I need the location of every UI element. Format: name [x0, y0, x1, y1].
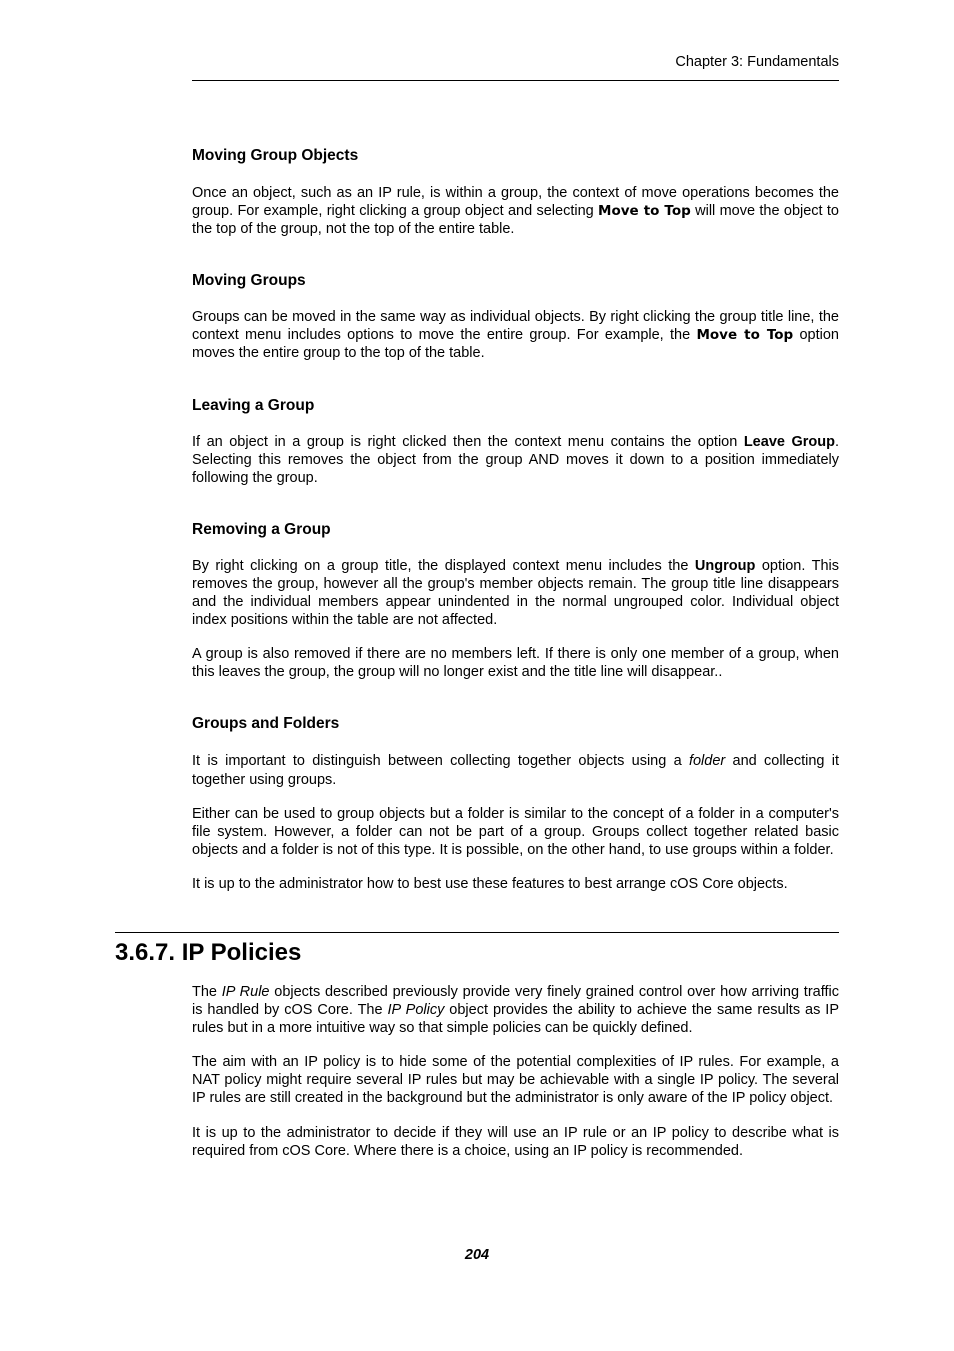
section-divider	[115, 932, 839, 933]
paragraph: It is up to the administrator how to best use these features to best arrange cOS Core objects.	[192, 875, 788, 892]
chapter-title: Chapter 3: Fundamentals	[675, 54, 839, 70]
paragraph: A group is also removed if there are no members left. If there is only one member of a group, when this leaves the group, the group will no longer exist and the title line will disappear..	[192, 646, 839, 681]
page-footer	[0, 1247, 954, 1263]
page-header	[192, 54, 839, 81]
text: option moves the entire group to the top of the table.	[192, 327, 839, 362]
heading-moving-group-objects: Moving Group Objects	[192, 147, 359, 164]
text: . Selecting this removes the object from the group AND moves it down to a position immediately following the group.	[192, 433, 839, 486]
paragraph	[192, 433, 839, 487]
ip-policies-content	[192, 983, 839, 1160]
text: Once an object, such as an IP rule, is within a group, the context of move operations becomes the group. For example, right clicking a group object and selecting	[192, 185, 839, 220]
paragraph: Either can be used to group objects but a folder is similar to the concept of a folder in a computer's file system. However, a folder can not be part of a group. Groups collect together related basic objects and a folder is not of this type. It is possible, on the other hand, to use groups within a folder.	[192, 805, 839, 858]
paragraph	[192, 184, 839, 238]
paragraph	[192, 557, 839, 629]
emphasis: folder	[688, 753, 726, 770]
text: option. This removes the group, however all the group's member objects remain. The group title line disappears and the individual members appear unindented in the normal ungrouped color. Individual object index positions within the table are not affected.	[192, 557, 839, 629]
page-number: 204	[464, 1247, 490, 1263]
text: Groups can be moved in the same way as individual objects. By right clicking the group title line, the context menu includes options to move the entire group. For example, the	[192, 309, 839, 344]
paragraph	[192, 308, 839, 362]
heading-groups-folders: Groups and Folders	[192, 715, 340, 733]
paragraph	[192, 752, 839, 788]
text: It is important to distinguish between collecting together objects using a	[192, 753, 689, 770]
heading-moving-groups: Moving Groups	[192, 272, 306, 290]
section-title-ip-policies: 3.6.7. IP Policies	[115, 939, 302, 966]
menu-option-name: Leave Group	[743, 433, 835, 450]
main-content	[192, 146, 839, 893]
text: If an object in a group is right clicked then the context menu contains the option	[192, 433, 744, 450]
paragraph: It is up to the administrator to decide if they will use an IP rule or an IP policy to describe what is required from cOS Core. Where there is a choice, using an IP policy is recommended.	[192, 1124, 839, 1159]
menu-option-name: Move to Top	[696, 327, 794, 344]
paragraph	[192, 983, 839, 1037]
heading-leaving-group: Leaving a Group	[192, 396, 315, 414]
emphasis: IP Rule	[221, 984, 270, 1000]
text: objects described previously provide very finely grained control over how arriving traffic is handled by cOS Core. The	[192, 984, 839, 1019]
text: By right clicking on a group title, the displayed context menu includes the	[192, 557, 695, 574]
text: and collecting it together using groups.	[192, 753, 840, 788]
text: object provides the ability to achieve the same results as IP rules but in a more intuitive way so that simple policies can be quickly defined.	[192, 1002, 840, 1037]
emphasis: IP Policy	[387, 1002, 445, 1019]
paragraph: The aim with an IP policy is to hide some of the potential complexities of IP rules. For example, a NAT policy might require several IP rules but may be achievable with a single IP policy. The several IP rules are still created in the background but the administrator is only aware of the IP policy object.	[192, 1054, 839, 1107]
text: will move the object to the top of the group, not the top of the entire table.	[192, 203, 839, 238]
menu-option-name: Ungroup	[694, 557, 756, 574]
heading-removing-group: Removing a Group	[192, 520, 331, 538]
menu-option-name: Move to Top	[598, 203, 691, 220]
text: The	[192, 984, 222, 1000]
